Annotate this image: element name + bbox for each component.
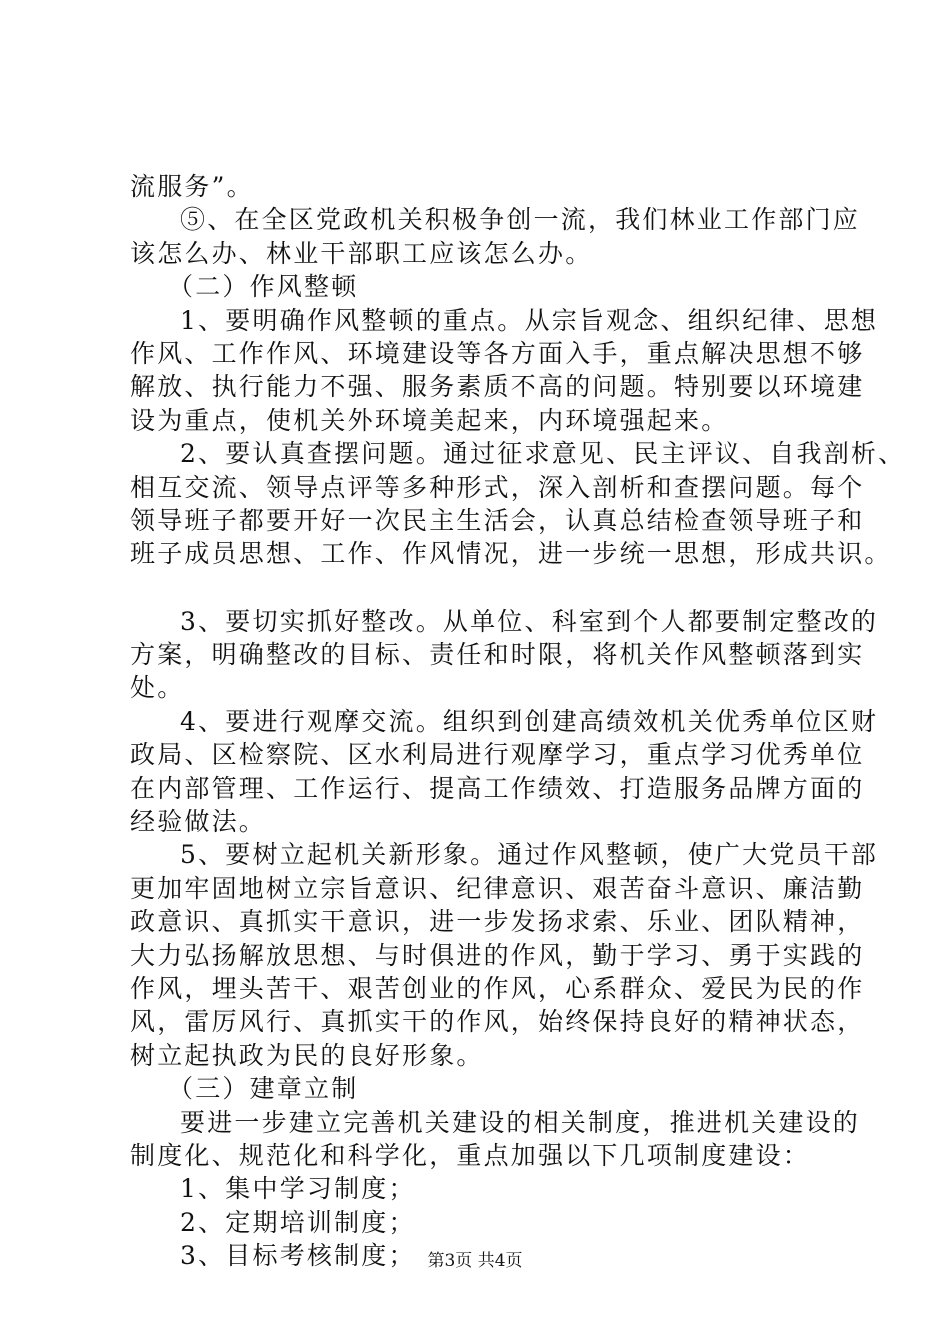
paragraph-line: 流服务”。 bbox=[130, 172, 254, 201]
paragraph-line: 政局、区检察院、区水利局进行观摩学习，重点学习优秀单位 bbox=[130, 740, 865, 770]
paragraph-line: 2、要认真查摆问题。通过征求意见、民主评议、自我剖析、 bbox=[180, 439, 906, 469]
paragraph-line: 大力弘扬解放思想、与时俱进的作风，勤于学习、勇于实践的 bbox=[130, 940, 865, 970]
paragraph-line: 1、要明确作风整顿的重点。从宗旨观念、组织纪律、思想 bbox=[180, 305, 879, 335]
paragraph-gap bbox=[130, 571, 850, 605]
document-body bbox=[130, 170, 906, 1273]
paragraph-line: 经验做法。 bbox=[130, 807, 267, 837]
paragraph-line: 制度化、规范化和科学化，重点加强以下几项制度建设： bbox=[130, 1140, 811, 1170]
paragraph-line: 方案，明确整改的目标、责任和时限，将机关作风整顿落到实 bbox=[130, 640, 865, 670]
paragraph-line: 设为重点，使机关外环境美起来，内环境强起来。 bbox=[130, 405, 729, 435]
paragraph-line: 该怎么办、林业干部职工应该怎么办。 bbox=[130, 238, 593, 268]
list-item: 2、定期培训制度； bbox=[180, 1207, 416, 1237]
paragraph-line: 领导班子都要开好一次民主生活会，认真总结检查领导班子和 bbox=[130, 505, 865, 535]
paragraph-line: 风，雷厉风行、真抓实干的作风，始终保持良好的精神状态， bbox=[130, 1007, 865, 1037]
paragraph-line: 班子成员思想、工作、作风情况，进一步统一思想，形成共识。 bbox=[130, 539, 892, 569]
paragraph-line: 解放、执行能力不强、服务素质不高的问题。特别要以环境建 bbox=[130, 372, 865, 402]
paragraph-line: ⑤、在全区党政机关积极争创一流，我们林业工作部门应 bbox=[180, 205, 861, 235]
paragraph-line: 要进一步建立完善机关建设的相关制度，推进机关建设的 bbox=[180, 1107, 861, 1137]
paragraph-line: 作风、工作作风、环境建设等各方面入手，重点解决思想不够 bbox=[130, 338, 865, 368]
list-item: 1、集中学习制度； bbox=[180, 1174, 416, 1204]
paragraph-line: 处。 bbox=[130, 673, 185, 703]
paragraph-line: 在内部管理、工作运行、提高工作绩效、打造服务品牌方面的 bbox=[130, 773, 865, 803]
paragraph-line: 5、要树立起机关新形象。通过作风整顿，使广大党员干部 bbox=[180, 840, 879, 870]
page-number-footer: 第3页 共4页 bbox=[427, 1251, 523, 1271]
paragraph-line: 更加牢固地树立宗旨意识、纪律意识、艰苦奋斗意识、廉洁勤 bbox=[130, 873, 865, 903]
paragraph-line: 树立起执政为民的良好形象。 bbox=[130, 1040, 484, 1070]
paragraph-line: 政意识、真抓实干意识，进一步发扬求索、乐业、团队精神， bbox=[130, 907, 865, 937]
paragraph-line: 作风，埋头苦干、艰苦创业的作风，心系群众、爱民为民的作 bbox=[130, 973, 865, 1003]
paragraph-line: 4、要进行观摩交流。组织到创建高绩效机关优秀单位区财 bbox=[180, 706, 879, 736]
paragraph-line: 3、要切实抓好整改。从单位、科室到个人都要制定整改的 bbox=[180, 606, 879, 636]
list-item: 3、目标考核制度； bbox=[180, 1241, 416, 1271]
paragraph-line: 相互交流、领导点评等多种形式，深入剖析和查摆问题。每个 bbox=[130, 472, 865, 502]
section-heading: （二）作风整顿 bbox=[168, 272, 359, 302]
section-heading: （三）建章立制 bbox=[168, 1074, 359, 1104]
